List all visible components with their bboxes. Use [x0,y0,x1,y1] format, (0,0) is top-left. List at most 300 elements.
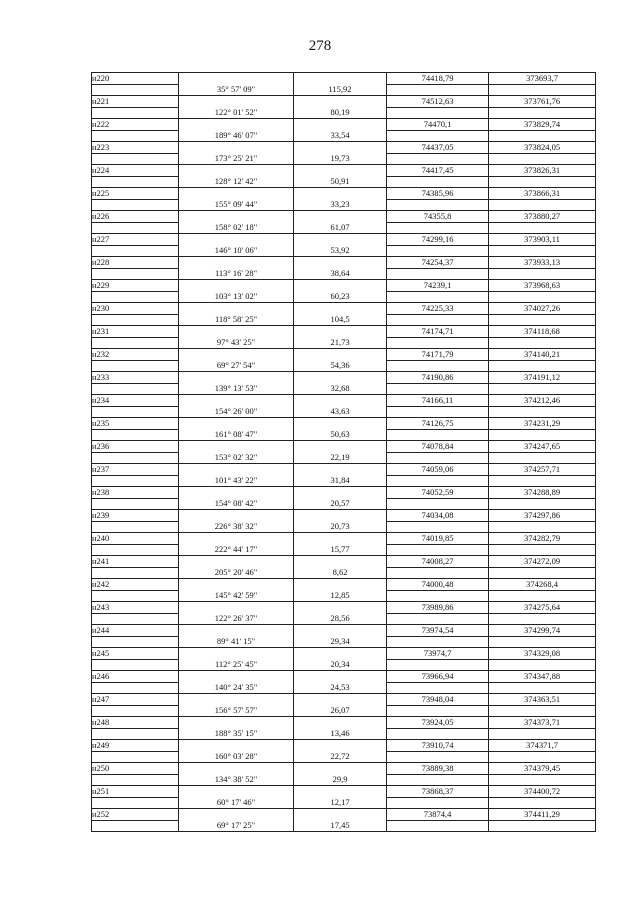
segment-length: 15,77 [294,544,387,556]
segment-length: 33,54 [294,130,387,142]
name-blank [92,751,179,763]
y-coordinate: 373933,13 [489,257,596,269]
distance-blank [294,165,387,177]
point-name: н251 [92,786,179,798]
segment-length: 38,64 [294,268,387,280]
point-name: н227 [92,234,179,246]
segment-row [92,291,596,303]
segment-row [92,797,596,809]
angle-blank [179,142,294,154]
point-row [92,165,596,177]
point-name: н231 [92,326,179,338]
x-blank [387,475,489,487]
angle-blank [179,579,294,591]
name-blank [92,199,179,211]
x-coordinate: 74254,37 [387,257,489,269]
segment-row [92,613,596,625]
x-coordinate: 74034,08 [387,510,489,522]
distance-blank [294,303,387,315]
segment-length: 32,68 [294,383,387,395]
distance-blank [294,740,387,752]
point-name: н225 [92,188,179,200]
point-row [92,280,596,292]
coordinates-table [91,72,596,832]
angle-blank [179,671,294,683]
segment-row [92,337,596,349]
distance-blank [294,464,387,476]
angle-blank [179,441,294,453]
angle-blank [179,73,294,85]
name-blank [92,360,179,372]
segment-row [92,820,596,832]
angle-blank [179,763,294,775]
point-name: н224 [92,165,179,177]
point-row [92,349,596,361]
direction-angle: 173° 25' 21" [179,153,294,165]
distance-blank [294,96,387,108]
x-blank [387,682,489,694]
direction-angle: 97° 43' 25" [179,337,294,349]
point-row [92,372,596,384]
x-coordinate: 74355,8 [387,211,489,223]
y-blank [489,544,596,556]
y-coordinate: 374247,65 [489,441,596,453]
distance-blank [294,211,387,223]
y-coordinate: 373826,31 [489,165,596,177]
direction-angle: 60° 17' 46" [179,797,294,809]
y-blank [489,84,596,96]
segment-length: 12,17 [294,797,387,809]
y-coordinate: 374347,88 [489,671,596,683]
x-blank [387,820,489,832]
x-blank [387,107,489,119]
x-coordinate: 74126,75 [387,418,489,430]
segment-row [92,107,596,119]
x-blank [387,590,489,602]
direction-angle: 205° 20' 46" [179,567,294,579]
direction-angle: 69° 17' 25" [179,820,294,832]
direction-angle: 103° 13' 02" [179,291,294,303]
y-blank [489,337,596,349]
name-blank [92,268,179,280]
point-row [92,142,596,154]
segment-row [92,222,596,234]
direction-angle: 154° 26' 00" [179,406,294,418]
point-name: н235 [92,418,179,430]
angle-blank [179,188,294,200]
angle-blank [179,510,294,522]
x-blank [387,245,489,257]
distance-blank [294,648,387,660]
y-blank [489,291,596,303]
point-row [92,671,596,683]
point-row [92,188,596,200]
y-blank [489,383,596,395]
y-blank [489,107,596,119]
y-coordinate: 373761,76 [489,96,596,108]
x-blank [387,130,489,142]
segment-length: 20,34 [294,659,387,671]
distance-blank [294,763,387,775]
y-blank [489,245,596,257]
y-coordinate: 374191,12 [489,372,596,384]
y-coordinate: 374257,71 [489,464,596,476]
point-row [92,533,596,545]
x-blank [387,84,489,96]
point-name: н242 [92,579,179,591]
name-blank [92,222,179,234]
distance-blank [294,717,387,729]
segment-row [92,199,596,211]
y-coordinate: 374268,4 [489,579,596,591]
distance-blank [294,257,387,269]
segment-length: 21,73 [294,337,387,349]
angle-blank [179,464,294,476]
point-name: н238 [92,487,179,499]
segment-length: 29,9 [294,774,387,786]
direction-angle: 226° 38' 32" [179,521,294,533]
direction-angle: 189° 46' 07" [179,130,294,142]
segment-length: 28,56 [294,613,387,625]
distance-blank [294,556,387,568]
x-blank [387,498,489,510]
point-row [92,625,596,637]
point-name: н240 [92,533,179,545]
segment-length: 31,84 [294,475,387,487]
distance-blank [294,395,387,407]
name-blank [92,291,179,303]
direction-angle: 155° 09' 44" [179,199,294,211]
segment-length: 50,91 [294,176,387,188]
point-name: н236 [92,441,179,453]
point-name: н239 [92,510,179,522]
segment-row [92,567,596,579]
y-coordinate: 373829,74 [489,119,596,131]
name-blank [92,130,179,142]
angle-blank [179,234,294,246]
segment-row [92,751,596,763]
distance-blank [294,349,387,361]
x-coordinate: 73889,38 [387,763,489,775]
distance-blank [294,119,387,131]
x-blank [387,153,489,165]
point-row [92,234,596,246]
point-name: н229 [92,280,179,292]
coordinates-table-body [92,73,596,832]
distance-blank [294,441,387,453]
y-coordinate: 373866,31 [489,188,596,200]
y-blank [489,797,596,809]
segment-row [92,544,596,556]
point-name: н249 [92,740,179,752]
direction-angle: 112° 25' 45" [179,659,294,671]
x-coordinate: 74019,85 [387,533,489,545]
x-coordinate: 73948,04 [387,694,489,706]
y-blank [489,153,596,165]
x-blank [387,705,489,717]
segment-length: 80,19 [294,107,387,119]
y-blank [489,268,596,280]
x-coordinate: 73910,74 [387,740,489,752]
segment-length: 33,23 [294,199,387,211]
y-blank [489,728,596,740]
direction-angle: 89° 41' 15" [179,636,294,648]
segment-length: 8,62 [294,567,387,579]
y-blank [489,475,596,487]
point-name: н241 [92,556,179,568]
y-blank [489,820,596,832]
name-blank [92,84,179,96]
direction-angle: 113° 16' 28" [179,268,294,280]
segment-length: 43,63 [294,406,387,418]
angle-blank [179,326,294,338]
segment-row [92,728,596,740]
direction-angle: 35° 57' 09" [179,84,294,96]
name-blank [92,429,179,441]
segment-row [92,475,596,487]
point-row [92,73,596,85]
point-name: н234 [92,395,179,407]
y-blank [489,659,596,671]
point-row [92,602,596,614]
y-coordinate: 374272,09 [489,556,596,568]
point-name: н232 [92,349,179,361]
y-coordinate: 374231,29 [489,418,596,430]
angle-blank [179,625,294,637]
x-blank [387,613,489,625]
y-coordinate: 374411,29 [489,809,596,821]
point-row [92,464,596,476]
segment-row [92,130,596,142]
direction-angle: 153° 02' 32" [179,452,294,464]
x-coordinate: 74052,59 [387,487,489,499]
angle-blank [179,694,294,706]
name-blank [92,820,179,832]
x-blank [387,360,489,372]
direction-angle: 134° 38' 52" [179,774,294,786]
point-name: н248 [92,717,179,729]
distance-blank [294,326,387,338]
x-blank [387,429,489,441]
y-coordinate: 374379,45 [489,763,596,775]
point-row [92,303,596,315]
point-name: н233 [92,372,179,384]
segment-row [92,176,596,188]
direction-angle: 101° 43' 22" [179,475,294,487]
y-coordinate: 374299,74 [489,625,596,637]
y-blank [489,176,596,188]
segment-row [92,521,596,533]
direction-angle: 188° 35' 15" [179,728,294,740]
name-blank [92,245,179,257]
y-coordinate: 374297,86 [489,510,596,522]
name-blank [92,774,179,786]
y-coordinate: 373693,7 [489,73,596,85]
segment-length: 20,57 [294,498,387,510]
name-blank [92,659,179,671]
segment-length: 60,23 [294,291,387,303]
direction-angle: 161° 08' 47" [179,429,294,441]
name-blank [92,705,179,717]
segment-row [92,429,596,441]
name-blank [92,521,179,533]
x-coordinate: 73924,05 [387,717,489,729]
angle-blank [179,418,294,430]
segment-length: 50,63 [294,429,387,441]
point-name: н226 [92,211,179,223]
x-coordinate: 74059,06 [387,464,489,476]
direction-angle: 69° 27' 54" [179,360,294,372]
y-blank [489,751,596,763]
y-coordinate: 373968,63 [489,280,596,292]
distance-blank [294,579,387,591]
y-coordinate: 374282,79 [489,533,596,545]
y-blank [489,521,596,533]
y-blank [489,682,596,694]
angle-blank [179,648,294,660]
segment-length: 17,45 [294,820,387,832]
segment-row [92,153,596,165]
x-coordinate: 74417,45 [387,165,489,177]
distance-blank [294,625,387,637]
angle-blank [179,786,294,798]
point-row [92,96,596,108]
x-blank [387,797,489,809]
x-blank [387,176,489,188]
segment-length: 26,07 [294,705,387,717]
name-blank [92,728,179,740]
point-name: н220 [92,73,179,85]
point-row [92,556,596,568]
point-name: н247 [92,694,179,706]
x-coordinate: 74418,79 [387,73,489,85]
direction-angle: 128° 12' 42" [179,176,294,188]
segment-row [92,682,596,694]
angle-blank [179,96,294,108]
name-blank [92,383,179,395]
y-coordinate: 374288,89 [489,487,596,499]
segment-row [92,590,596,602]
direction-angle: 122° 01' 52" [179,107,294,119]
name-blank [92,452,179,464]
point-name: н250 [92,763,179,775]
segment-length: 53,92 [294,245,387,257]
x-coordinate: 74225,33 [387,303,489,315]
y-coordinate: 373880,27 [489,211,596,223]
name-blank [92,337,179,349]
point-row [92,579,596,591]
y-coordinate: 374373,71 [489,717,596,729]
segment-row [92,705,596,717]
angle-blank [179,211,294,223]
y-coordinate: 374363,51 [489,694,596,706]
distance-blank [294,809,387,821]
x-blank [387,659,489,671]
x-blank [387,567,489,579]
x-blank [387,337,489,349]
point-row [92,740,596,752]
segment-row [92,84,596,96]
angle-blank [179,395,294,407]
segment-row [92,636,596,648]
x-blank [387,406,489,418]
x-blank [387,199,489,211]
name-blank [92,314,179,326]
y-blank [489,360,596,372]
direction-angle: 140° 24' 35" [179,682,294,694]
angle-blank [179,533,294,545]
x-coordinate: 74078,84 [387,441,489,453]
distance-blank [294,188,387,200]
angle-blank [179,349,294,361]
y-blank [489,406,596,418]
segment-row [92,498,596,510]
point-row [92,119,596,131]
name-blank [92,498,179,510]
point-name: н237 [92,464,179,476]
segment-length: 12,85 [294,590,387,602]
direction-angle: 158° 02' 18" [179,222,294,234]
angle-blank [179,809,294,821]
y-coordinate: 374400,72 [489,786,596,798]
point-row [92,395,596,407]
name-blank [92,176,179,188]
x-blank [387,774,489,786]
point-row [92,211,596,223]
x-blank [387,452,489,464]
y-blank [489,636,596,648]
point-name: н228 [92,257,179,269]
direction-angle: 222° 44' 17" [179,544,294,556]
distance-blank [294,418,387,430]
x-coordinate: 74166,11 [387,395,489,407]
segment-row [92,268,596,280]
y-coordinate: 374027,26 [489,303,596,315]
distance-blank [294,487,387,499]
x-coordinate: 73974,7 [387,648,489,660]
x-coordinate: 73989,86 [387,602,489,614]
point-row [92,717,596,729]
x-coordinate: 74171,79 [387,349,489,361]
angle-blank [179,372,294,384]
point-row [92,786,596,798]
distance-blank [294,533,387,545]
x-blank [387,636,489,648]
x-coordinate: 74437,05 [387,142,489,154]
y-blank [489,314,596,326]
segment-length: 29,34 [294,636,387,648]
y-blank [489,199,596,211]
angle-blank [179,257,294,269]
point-name: н222 [92,119,179,131]
point-row [92,257,596,269]
x-blank [387,268,489,280]
x-coordinate: 74190,86 [387,372,489,384]
point-name: н246 [92,671,179,683]
direction-angle: 139° 13' 53" [179,383,294,395]
angle-blank [179,602,294,614]
segment-length: 19,73 [294,153,387,165]
distance-blank [294,280,387,292]
point-row [92,694,596,706]
y-coordinate: 373903,11 [489,234,596,246]
y-blank [489,774,596,786]
point-name: н230 [92,303,179,315]
x-coordinate: 74299,16 [387,234,489,246]
direction-angle: 146° 10' 06" [179,245,294,257]
name-blank [92,636,179,648]
segment-length: 24,53 [294,682,387,694]
